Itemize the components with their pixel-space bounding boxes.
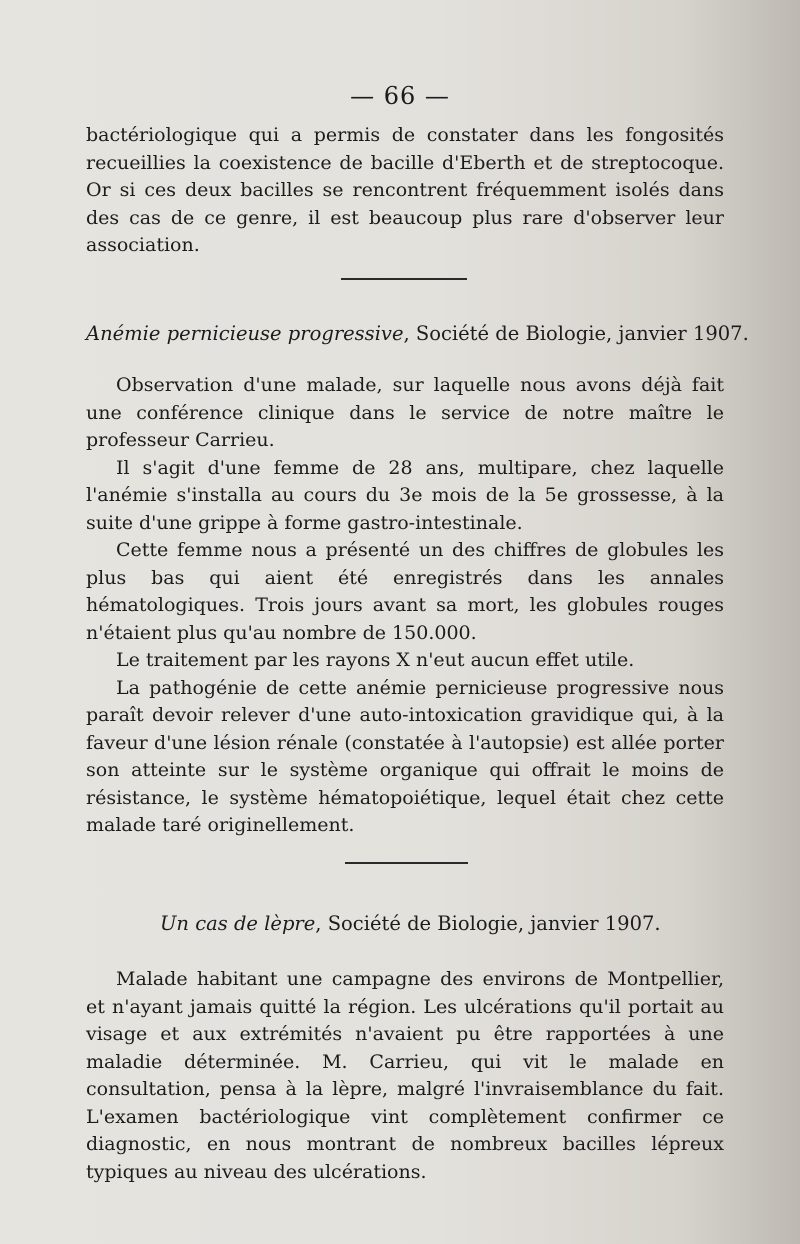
section-title-source: , Société de Biologie, janvier 1907. (315, 912, 661, 935)
page-number: — 66 — (350, 82, 450, 110)
section-body-lepre (86, 966, 724, 1186)
paragraph: Il s'agit d'une femme de 28 ans, multipare, chez laquelle l'anémie s'installa au cours du 3e mois de la 5e grossesse, à la suite d'une grippe à forme gastro-intestinale. (86, 456, 724, 534)
section-heading-anemie (86, 322, 749, 345)
paragraph: Cette femme nous a présenté un des chiffres de globules les plus bas qui aient été enregistrés dans les annales hématologiques. Trois jours avant sa mort, les globules rouges n'étaient plus qu'au nombre de 150.000. (86, 539, 724, 644)
section-body-anemie (86, 372, 724, 840)
paragraph: Le traitement par les rayons X n'eut aucun effet utile. (116, 649, 635, 671)
continuation-paragraph: bactériologique qui a permis de constater dans les fongosités recueillies la coexistence de bacille d'Eberth et de streptocoque. Or si ces deux bacilles se rencontrent fréquemment isolés dans des cas de ce genre, il est beaucoup plus rare d'observer leur association. (86, 124, 724, 256)
section-heading-lepre (160, 912, 720, 935)
paragraph: Malade habitant une campagne des environs de Montpellier, et n'ayant jamais quitté la région. Les ulcérations qu'il portait au visage et aux extrémités n'avaient pu être rapportées à une maladie déterminée. M. Carrieu, qui vit le malade en consultation, pensa à la lèpre, malgré l'invraisemblance du fait. L'examen bactériologique vint complètement confirmer ce diagnostic, en nous montrant de nombreux bacilles lépreux typiques au niveau des ulcérations. (86, 968, 724, 1183)
section-divider (341, 278, 467, 280)
section-title-italic: Un cas de lèpre (160, 912, 316, 935)
continuation-block (86, 122, 724, 260)
paragraph: La pathogénie de cette anémie pernicieuse progressive nous paraît devoir relever d'une auto-intoxication gravidique qui, à la faveur d'une lésion rénale (constatée à l'autopsie) est allée porter son atteinte sur le système organique qui offrait le moins de résistance, le système hématopoiétique, lequel était chez cette malade taré originellement. (86, 676, 724, 836)
section-title-source: , Société de Biologie, janvier 1907. (403, 322, 749, 345)
section-divider (345, 862, 468, 864)
section-title-italic: Anémie pernicieuse progressive (86, 322, 404, 345)
paragraph: Observation d'une malade, sur laquelle nous avons déjà fait une conférence clinique dans le service de notre maître le professeur Carrieu. (86, 374, 724, 451)
